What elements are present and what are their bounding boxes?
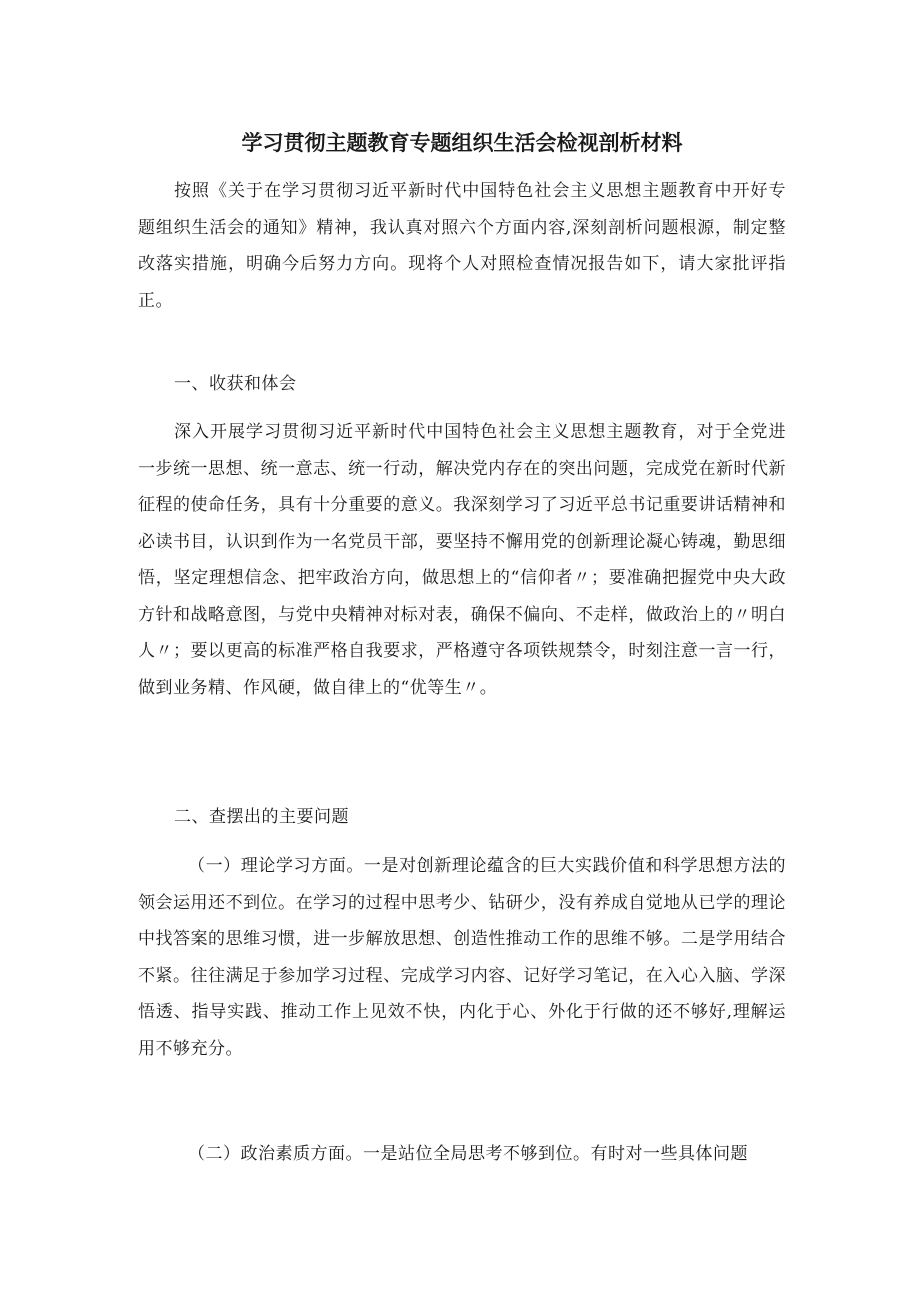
intro-paragraph: 按照《关于在学习贯彻习近平新时代中国特色社会主义思想主题教育中开好专题组织生活会的通知》精神，我认真对照六个方面内容,深刻剖析问题根源，制定整改落实措施，明确今后努力方向。现将个人对照检查情况报告如下，请大家批评指正。 — [138, 181, 786, 311]
problem-item-political: （二）政治素质方面。一是站位全局思考不够到位。有时对一些具体问题 — [188, 1144, 748, 1164]
section-heading-gains: 一、收获和体会 — [174, 374, 297, 394]
document-title: 学习贯彻主题教育专题组织生活会检视剖析材料 — [241, 131, 683, 155]
section-heading-problems: 二、查摆出的主要问题 — [174, 807, 349, 827]
gains-paragraph: 深入开展学习贯彻习近平新时代中国特色社会主义思想主题教育，对于全党进一步统一思想、统一意志、统一行动，解决党内存在的突出问题，完成党在新时代新征程的使命任务，具有十分重要的意义。我深刻学习了习近平总书记重要讲话精神和必读书目，认识到作为一名党员干部，要坚持不懈用党的创新理论凝心铸魂，勤思细悟，坚定理想信念、把牢政治方向，做思想上的“信仰者〃；要准确把握党中央大政方针和战略意图，与党中央精神对标对表，确保不偏向、不走样，做政治上的〃明白人〃；要以更高的标准严格自我要求，严格遵守各项铁规禁令，时刻注意一言一行，做到业务精、作风硬，做自律上的“优等生〃。 — [138, 422, 786, 698]
problem-item-theory: （一）理论学习方面。一是对创新理论蕴含的巨大实践价值和科学思想方法的领会运用还不到位。在学习的过程中思考少、钻研少，没有养成自觉地从已学的理论中找答案的思维习惯，进一步解放思想、创造性推动工作的思维不够。二是学用结合不紧。往往满足于参加学习过程、完成学习内容、记好学习笔记，在入心入脑、学深悟透、指导实践、推动工作上见效不快，内化于心、外化于行做的还不够好,理解运用不够充分。 — [138, 856, 786, 1059]
